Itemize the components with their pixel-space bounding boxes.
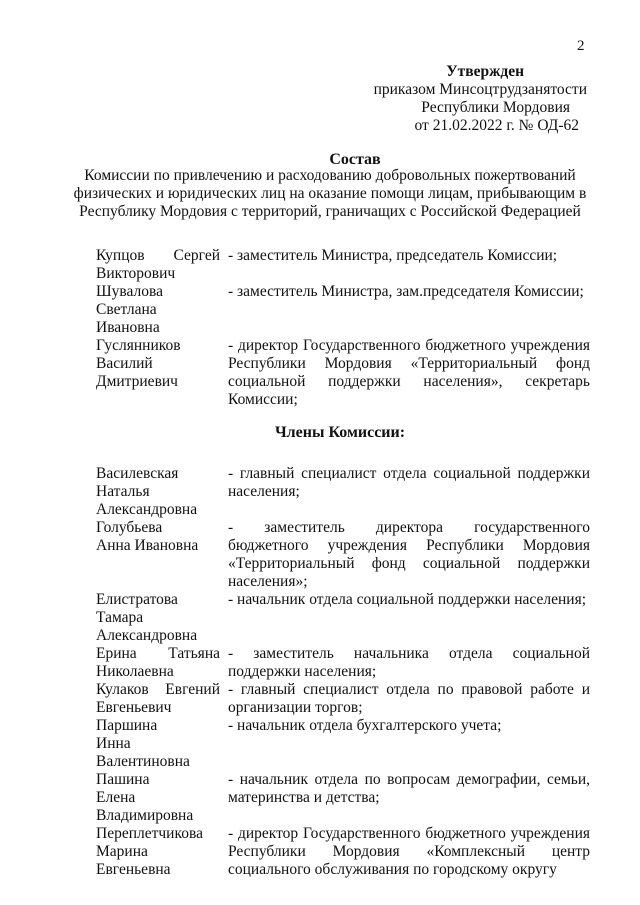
leader-row	[96, 247, 590, 283]
person-name-line: Елена	[96, 789, 136, 806]
person-name-line: Наталья	[96, 483, 150, 500]
member-row	[96, 717, 590, 771]
person-name	[96, 465, 220, 519]
person-name-line: Пашина	[96, 771, 150, 788]
person-name-line: Кулаков Евгений	[96, 681, 220, 698]
person-role: - заместитель начальника отдела социальной поддержки населения;	[228, 645, 590, 680]
person-name	[96, 337, 220, 409]
person-name	[96, 645, 220, 681]
person-role: - главный специалист отдела по правовой работе и организации торгов;	[228, 681, 590, 716]
person-name	[96, 771, 220, 825]
person-role: - начальник отдела по вопросам демографии, семьи, материнства и детства;	[228, 771, 590, 806]
person-name-line: Шувалова	[96, 283, 163, 300]
person-name	[96, 283, 220, 337]
person-role: - главный специалист отдела социальной поддержки населения;	[228, 465, 590, 500]
person-name-line: Купцов Сергей	[96, 247, 220, 264]
person-role: - директор Государственного бюджетного учреждения Республики Мордовия «Комплексный центр социального обслуживания по городскому округу	[228, 825, 590, 878]
person-name	[96, 519, 220, 591]
person-name-line: Переплетчикова	[96, 825, 203, 842]
person-name-line: Ерина Татьяна	[96, 645, 220, 662]
commission-name: Комиссии по привлечению и расходованию добровольных пожертвований физических и юридических лиц на оказание помощи лицам, прибывающим в Республику Мордовия с территорий, граничащих с Российской Федерацией	[73, 167, 587, 220]
person-role: - заместитель Министра, председатель Комиссии;	[228, 247, 558, 264]
person-role: - начальник отдела социальной поддержки населения;	[228, 591, 586, 608]
members-title: Члены Комиссии:	[274, 424, 406, 441]
person-name-line: Елистратова	[96, 591, 178, 608]
person-name-line: Василий	[96, 355, 153, 372]
approval-block	[287, 63, 587, 135]
person-name-line: Инна	[96, 735, 131, 752]
person-name-line: Викторович	[96, 265, 176, 282]
person-name-line: Евгеньевич	[96, 699, 172, 716]
member-row	[96, 771, 590, 825]
person-role: - директор Государственного бюджетного учреждения Республики Мордовия «Территориальный фонд социальной поддержки населения», секретарь Комиссии;	[228, 337, 590, 408]
approval-line-2: Республики Мордовия	[421, 99, 570, 116]
person-name-line: Василевская	[96, 465, 179, 482]
document-title: Состав	[329, 151, 381, 168]
person-name-line: Владимировна	[96, 807, 194, 824]
approval-title: Утвержден	[446, 63, 524, 80]
person-name-line: Валентиновна	[96, 753, 190, 770]
person-name-line: Голубьева	[96, 519, 163, 536]
page-number: 2	[577, 38, 585, 54]
person-name	[96, 681, 220, 717]
approval-line-1: приказом Минсоцтрудзанятости	[373, 81, 587, 98]
leader-row	[96, 337, 590, 409]
member-row	[96, 825, 590, 879]
member-row	[96, 645, 590, 681]
person-name-line: Александровна	[96, 627, 198, 644]
members-list	[96, 465, 590, 879]
person-name-line: Николаевна	[96, 663, 174, 680]
member-row	[96, 519, 590, 591]
member-row	[96, 591, 590, 645]
person-name-line: Дмитриевич	[96, 373, 178, 390]
leader-row	[96, 283, 590, 337]
member-row	[96, 681, 590, 717]
person-role: - заместитель директора государственного бюджетного учреждения Республики Мордовия «Территориальный фонд социальной поддержки населения»;	[228, 519, 590, 590]
person-name-line: Евгеньевна	[96, 861, 171, 878]
person-name-line: Паршина	[96, 717, 158, 734]
person-name-line: Александровна	[96, 501, 198, 518]
person-name-line: Марина	[96, 843, 148, 860]
person-name-line: Тамара	[96, 609, 144, 626]
person-name-line: Анна Ивановна	[96, 537, 199, 554]
person-role: - начальник отдела бухгалтерского учета;	[228, 717, 502, 734]
person-name-line: Гуслянников	[96, 337, 181, 354]
person-name	[96, 247, 220, 283]
person-name	[96, 591, 220, 645]
person-name	[96, 717, 220, 771]
member-row	[96, 465, 590, 519]
leaders-list	[96, 247, 590, 409]
person-role: - заместитель Министра, зам.председателя Комиссии;	[228, 283, 584, 300]
approval-line-3: от 21.02.2022 г. № ОД-62	[414, 117, 579, 134]
person-name	[96, 825, 220, 879]
person-name-line: Ивановна	[96, 319, 160, 336]
person-name-line: Светлана	[96, 301, 157, 318]
